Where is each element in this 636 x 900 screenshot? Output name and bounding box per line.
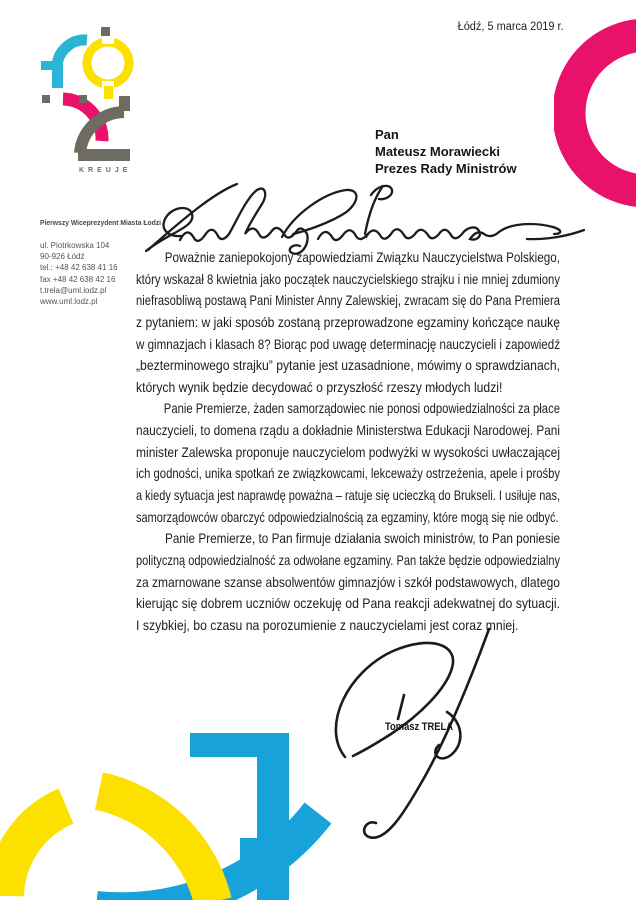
logo-o-ring: [87, 42, 129, 84]
letter-body: [136, 247, 560, 637]
body-line: który wskazał 8 kwietnia jako początek nauczycielskiego strajku i nie mniej zdumiony: [136, 271, 560, 287]
date-line: Łódź, 5 marca 2019 r.: [457, 21, 564, 33]
recipient-line: Pan: [375, 127, 399, 142]
logo-dot-left: [42, 95, 50, 103]
signer-name: Tomasz TRELA: [385, 721, 453, 733]
body-line: I szybkiej, bo czasu na porozumienie z nauczycielami jest coraz mniej.: [136, 617, 519, 633]
body-line: „bezterminowego strajku” pytanie jest uzasadnione, mówimy o sprawdzianach,: [136, 358, 560, 374]
sender-address-line: www.uml.lodz.pl: [40, 297, 98, 307]
logo-l-arc: [57, 40, 87, 67]
decoration-yellow-arc-middle: [99, 791, 213, 900]
sender-address-line: tel.: +48 42 638 41 16: [40, 263, 118, 273]
sender-address-line: fax +48 42 638 42 16: [40, 274, 116, 284]
sender-address: [40, 240, 118, 307]
body-line: których wynik będzie decydować o przyszłość rzeszy młodych ludzi!: [136, 379, 503, 395]
body-line: za zmarnowane szanse absolwentów gimnazjów i szkół podstawowych, dlatego: [136, 574, 560, 590]
body-line: polityczną odpowiedzialność za odwołane egzaminy. Pan także będzie odpowiedzialny: [136, 552, 560, 568]
logo-l-tick: [41, 61, 53, 70]
body-line: samorządowców obarczyć odpowiedzialnością za egzaminy, które mogą się nie odbyć.: [136, 509, 559, 525]
body-line: z pytaniem: w jaki sposób zostaną przeprowadzone egzaminy kończące naukę: [136, 314, 560, 330]
logo-dot-middle: [79, 95, 87, 103]
body-line: ich godności, unika spotkań ze związkowcami, lekceważy ostrzeżenia, apele i prośby: [136, 466, 560, 482]
body-line: Poważnie zaniepokojony zapowiedziami Związku Nauczycielstwa Polskiego,: [164, 250, 561, 265]
recipient-block: [375, 126, 517, 178]
recipient-line: Mateusz Morawiecki: [375, 144, 500, 160]
body-line: w gimnazjach i klasach 8? Biorąc pod uwagę determinację nauczycieli i zapowiedź: [136, 336, 560, 352]
body-line: nauczycieli, to domena rządu a dokładnie Ministerstwa Edukacji Narodowej. Pani: [136, 423, 560, 439]
logo-tagline: KREUJE: [79, 167, 132, 174]
body-line: a kiedy sytuacja jest naprawdę poważna – ratuje się ucieczką do Brukseli. I usiłuje nas,: [136, 488, 560, 504]
recipient-line: Prezes Rady Ministrów: [375, 161, 517, 177]
lodz-kreuje-logo: [33, 24, 135, 174]
sender-title: Pierwszy Wiceprezydent Miasta Łodzi: [40, 218, 161, 227]
decoration-yellow-arc-left: [5, 806, 66, 896]
body-line: minister Zalewska proponuje nauczycielom podwyżki w wysokości uwłaczającej: [136, 444, 560, 460]
body-line: Panie Premierze, żaden samorządowiec nie ponosi odpowiedzialności za płace: [163, 401, 560, 417]
logo-o-gap-top: [102, 36, 114, 44]
logo-z-bar: [78, 149, 130, 161]
sender-address-line: ul. Piotrkowska 104: [40, 241, 110, 250]
logo-l-stem: [52, 64, 63, 88]
sender-address-line: 90-926 Łódź: [40, 252, 85, 262]
logo-o-accent-dot: [101, 27, 110, 36]
sender-address-line: t.trela@uml.lodz.pl: [40, 285, 107, 295]
body-line: kierując się dobrem uczniów oczekuję od Pana reakcji adekwatnej do sytuacji.: [136, 596, 560, 612]
body-line: niefrasobliwą postawą Pani Minister Anny Zalewskiej, zwracam się do Pana Premiera: [136, 293, 560, 309]
body-line: Panie Premierze, to Pan firmuje działania swoich ministrów, to Pan poniesie: [164, 531, 560, 547]
logo-o-stub: [104, 86, 113, 99]
bottom-logo-decoration: [0, 725, 345, 900]
